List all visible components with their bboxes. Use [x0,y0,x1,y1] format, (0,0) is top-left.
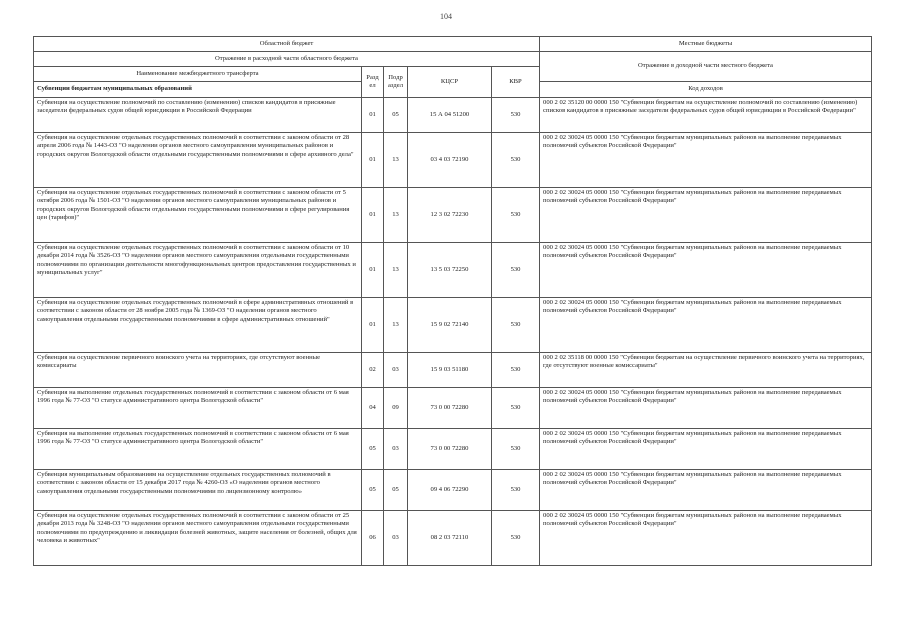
col-razd-header: Разд ел [362,67,384,98]
podr-cell: 13 [384,133,408,188]
kcsr-cell: 15 9 03 51180 [408,353,492,388]
podr-cell: 05 [384,98,408,133]
razd-cell: 05 [362,470,384,511]
razd-cell: 01 [362,243,384,298]
kvr-cell: 530 [492,470,540,511]
podr-cell: 13 [384,298,408,353]
transfer-name: Субвенция на осуществление отдельных государственных полномочий в соответствии с законом области от 25 декабря 2013 года № 3248-ОЗ "О наделении органов местного самоуправления отдельными государственными полномочиями по предупреждению и ликвидации болезней животных, защите населения от болезней, общих для человека и животных" [34,511,362,566]
table-row [34,470,872,511]
table-row [34,133,872,188]
income-code-cell: 000 2 02 30024 05 0000 150 "Субвенции бюджетам муниципальных районов на выполнение передаваемых полномочий субъектов Российской Федерации" [540,511,872,566]
kcsr-cell: 15 А 04 51200 [408,98,492,133]
razd-cell: 02 [362,353,384,388]
kcsr-cell: 08 2 03 72110 [408,511,492,566]
kvr-cell: 530 [492,243,540,298]
razd-cell: 01 [362,98,384,133]
kcsr-cell: 03 4 03 72190 [408,133,492,188]
table-row [34,298,872,353]
kcsr-cell: 73 0 00 72280 [408,429,492,470]
transfer-name: Субвенция на осуществление полномочий по составлению (изменению) списков кандидатов в присяжные заседатели федеральных судов общей юрисдикции в Российской Федерации [34,98,362,133]
col-income-code-header: Код доходов [540,82,872,98]
header-row-1 [34,37,872,52]
income-code-cell: 000 2 02 30024 05 0000 150 "Субвенции бюджетам муниципальных районов на выполнение передаваемых полномочий субъектов Российской Федерации" [540,188,872,243]
col-podr-header: Подр аздел [384,67,408,98]
col-kvr-header: КВР [492,67,540,98]
kcsr-cell: 13 5 03 72250 [408,243,492,298]
col-kcsr-header: КЦСР [408,67,492,98]
income-code-cell: 000 2 02 30024 05 0000 150 "Субвенции бюджетам муниципальных районов на выполнение передаваемых полномочий субъектов Российской Федерации" [540,429,872,470]
income-code-cell: 000 2 02 30024 05 0000 150 "Субвенции бюджетам муниципальных районов на выполнение передаваемых полномочий субъектов Российской Федерации" [540,243,872,298]
kvr-cell: 530 [492,188,540,243]
kvr-cell: 530 [492,388,540,429]
transfer-name: Субвенция на осуществление отдельных государственных полномочий в соответствии с законом области от 5 октября 2006 года № 1501-ОЗ "О наделении органов местного самоуправления муниципальных районов и городских округов Вологодской области отдельными государственными полномочиями в сфере регулирования цен (тарифов)" [34,188,362,243]
transfer-name: Субвенция на осуществление отдельных государственных полномочий в сфере административных отношений в соответствии с законом области от 28 ноября 2005 года № 1369-ОЗ "О наделении органов местного самоуправления отдельными государственными полномочиями в сфере административных отношений" [34,298,362,353]
col-name-header: Наименование межбюджетного трансферта [34,67,362,82]
transfer-name: Субвенция на выполнение отдельных государственных полномочий в соответствии с законом области от 6 мая 1996 года № 77-ОЗ "О статусе административного центра Вологодской области" [34,388,362,429]
kcsr-cell: 15 9 02 72140 [408,298,492,353]
podr-cell: 05 [384,470,408,511]
kcsr-cell: 12 3 02 72230 [408,188,492,243]
kcsr-cell: 09 4 06 72290 [408,470,492,511]
kvr-cell: 530 [492,511,540,566]
budget-table [33,36,872,566]
kvr-cell: 530 [492,353,540,388]
table-row [34,98,872,133]
transfer-name: Субвенция на осуществление первичного воинского учета на территориях, где отсутствуют военные комиссариаты [34,353,362,388]
table-row [34,511,872,566]
table-row [34,243,872,298]
local-reflection-header: Отражение в доходной части местного бюджета [540,52,872,82]
kvr-cell: 530 [492,98,540,133]
regional-budget-header: Областной бюджет [34,37,540,52]
razd-cell: 05 [362,429,384,470]
kcsr-cell: 73 0 00 72280 [408,388,492,429]
podr-cell: 03 [384,429,408,470]
kvr-cell: 530 [492,298,540,353]
income-code-cell: 000 2 02 35118 00 0000 150 "Субвенции бюджетам на осуществление первичного воинского учета на территориях, где отсутствуют военные комиссариаты" [540,353,872,388]
table-row [34,429,872,470]
podr-cell: 03 [384,353,408,388]
razd-cell: 06 [362,511,384,566]
kvr-cell: 530 [492,133,540,188]
podr-cell: 13 [384,243,408,298]
local-budgets-header: Местные бюджеты [540,37,872,52]
income-code-cell: 000 2 02 30024 05 0000 150 "Субвенции бюджетам муниципальных районов на выполнение передаваемых полномочий субъектов Российской Федерации" [540,298,872,353]
razd-cell: 01 [362,133,384,188]
podr-cell: 09 [384,388,408,429]
section-title: Субвенции бюджетам муниципальных образований [34,82,362,98]
header-row-2 [34,52,872,67]
regional-reflection-header: Отражение в расходной части областного бюджета [34,52,540,67]
transfer-name: Субвенция муниципальным образованиям на осуществление отдельных государственных полномочий в соответствии с законом области от 15 декабря 2017 года № 4260-ОЗ «О наделении органов местного самоуправления отдельными государственными полномочиями по лицензионному контролю» [34,470,362,511]
razd-cell: 01 [362,298,384,353]
table-row [34,353,872,388]
podr-cell: 13 [384,188,408,243]
table-row [34,188,872,243]
income-code-cell: 000 2 02 30024 05 0000 150 "Субвенции бюджетам муниципальных районов на выполнение передаваемых полномочий субъектов Российской Федерации" [540,388,872,429]
podr-cell: 03 [384,511,408,566]
page-number: 104 [440,12,452,21]
income-code-cell: 000 2 02 30024 05 0000 150 "Субвенции бюджетам муниципальных районов на выполнение передаваемых полномочий субъектов Российской Федерации" [540,470,872,511]
razd-cell: 01 [362,188,384,243]
kvr-cell: 530 [492,429,540,470]
income-code-cell: 000 2 02 30024 05 0000 150 "Субвенции бюджетам муниципальных районов на выполнение передаваемых полномочий субъектов Российской Федерации" [540,133,872,188]
razd-cell: 04 [362,388,384,429]
table-row [34,388,872,429]
transfer-name: Субвенция на осуществление отдельных государственных полномочий в соответствии с законом области от 28 апреля 2006 года № 1443-ОЗ "О наделении органов местного самоуправления муниципальных районов и городских округов Вологодской области отдельными государственными полномочиями в сфере архивного дела" [34,133,362,188]
transfer-name: Субвенция на выполнение отдельных государственных полномочий в соответствии с законом области от 6 мая 1996 года № 77-ОЗ "О статусе административного центра Вологодской области" [34,429,362,470]
income-code-cell: 000 2 02 35120 00 0000 150 "Субвенции бюджетам на осуществление полномочий по составлению (изменению) списков кандидатов в присяжные заседатели федеральных судов общей юрисдикции в Российской Федерации" [540,98,872,133]
transfer-name: Субвенция на осуществление отдельных государственных полномочий в соответствии с законом области от 10 декабря 2014 года № 3526-ОЗ "О наделении органов местного самоуправления отдельными государственными полномочиями по организации деятельности многофункциональных центров предоставления государственных и муниципальных услуг" [34,243,362,298]
